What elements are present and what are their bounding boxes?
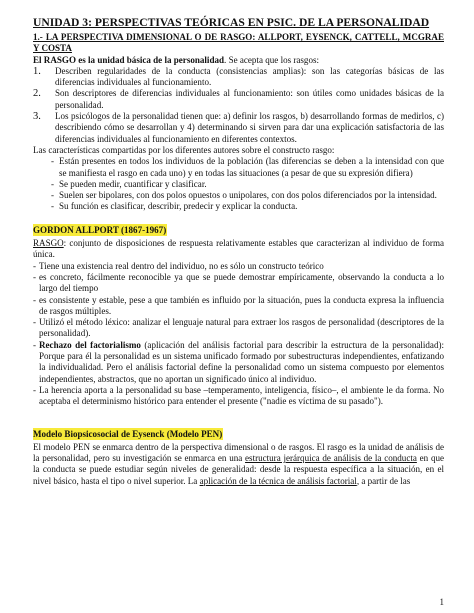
eysenck-heading: Modelo Biopsicosocial de Eysenck (Modelo PEN): [33, 428, 223, 439]
bullet-text: es consistente y estable, pese a que también es influido por la situación, pues la conducta expresa la influencia de rasgos múltiples.: [39, 294, 444, 316]
shared-intro: Las características compartidas por los diferentes autores sobre el constructo rasgo:: [33, 144, 335, 155]
allport-bullet: - Tiene una existencia real dentro del individuo, no es sólo un constructo teórico: [33, 260, 324, 271]
list-item: - Se pueden medir, cuantificar y clasificar.: [33, 179, 444, 190]
bullet-text: es concreto, fácilmente reconocible ya que se puede demostrar empíricamente, observando la conducta a lo largo del tiempo: [39, 271, 444, 294]
list-item-text: Se pueden medir, cuantificar y clasificar.: [59, 178, 207, 189]
rasgo-definition: [33, 238, 444, 261]
intro-paragraph: [33, 55, 444, 66]
underlined-term: estructura jerárquica de análisis de la conducta: [245, 453, 417, 464]
item-text: Los psicólogos de la personalidad tienen que: a) definir los rasgos, b) desarrollando formas de medirlos, c) describiendo cómo se desarrollan y 4) determinando si sirven para dar una explicación satisfactoria de las diferencias individuales al funcionamiento en diferentes contextos.: [55, 111, 444, 144]
item-number: 1.: [33, 65, 41, 77]
underlined-term: aplicación de la técnica de análisis factorial: [199, 475, 357, 486]
bullet-text: (aplicación del análisis factorial para describir la estructura de la personalidad): Porque para él la personalidad es un sistema unificado formado por subestructuras independientes, enfatizando la individualidad. Pero el análisis factorial define la personalidad como un sistema compuesto por elementos independientes, abstractos, que no aportan un significado único al individuo.: [39, 339, 444, 384]
numbered-item: [33, 66, 444, 89]
page-number: 1: [439, 597, 444, 607]
list-item: - Suelen ser bipolares, con dos polos opuestos o unipolares, con dos polos diferenciados por la intensidad.: [33, 190, 444, 201]
list-item-text: Su función es clasificar, describir, predecir y explicar la conducta.: [59, 201, 298, 212]
allport-heading: GORDON ALLPORT (1867-1967): [33, 224, 167, 235]
numbered-item: [33, 111, 444, 145]
list-item-text: Están presentes en todos los individuos de la población (las diferencias se deben a la intensidad con que se manifiesta el rasgo en cada uno) y en todas las situaciones (a pesar de que su expresión difiera): [59, 156, 444, 178]
section-heading: 1.- LA PERSPECTIVA DIMENSIONAL O DE RASGO: ALLPORT, EYSENCK, CATTELL, MCGRAE Y COSTA: [33, 32, 444, 54]
unit-heading: UNIDAD 3: PERSPECTIVAS TEÓRICAS EN PSIC. DE LA PERSONALIDAD: [33, 16, 430, 29]
eysenck-heading-line: [33, 429, 444, 440]
allport-bullet: - Utilizó el método léxico: analizar el lenguaje natural para extraer los rasgos de personalidad (descriptores de la personalidad).: [33, 317, 444, 339]
item-text: Son descriptores de diferencias individuales al funcionamiento: son útiles como unidades básicas de la personalidad.: [55, 88, 444, 110]
bullet-text: Tiene una existencia real dentro del individuo, no es sólo un constructo teórico: [39, 260, 324, 271]
intro-bold: El RASGO es la unidad básica de la personalidad: [33, 54, 225, 65]
list-item: - Están presentes en todos los individuos de la población (las diferencias se deben a la intensidad con que se manifiesta el rasgo en cada uno) y en todas las situaciones (a pesar de que su expresión difiera): [51, 156, 444, 178]
allport-bullet: - Rechazo del factorialismo (aplicación del análisis factorial para describir la estructura de la personalidad): Porque para él la personalidad es un sistema unificado formado por subestructuras independientes, enfatizando la individualidad. Pero el análisis factorial define la personalidad como un sistema compuesto por elementos independientes, abstractos, que no aportan un significado único al individuo.: [33, 339, 444, 384]
bullet-text: La herencia aporta a la personalidad su base –temperamento, inteligencia, físico–, el ambiente le da forma. No aceptaba el determinismo histórico para entender el presente ("nadie es víctima de su pasado").: [39, 384, 444, 407]
intro-rest: . Se acepta que los rasgos:: [224, 54, 320, 65]
allport-bullet: - es consistente y estable, pese a que también es influido por la situación, pues la conducta expresa la influencia de rasgos múltiples.: [33, 294, 444, 316]
list-item-text: Suelen ser bipolares, con dos polos opuestos o unipolares, con dos polos diferenciados por la intensidad.: [59, 190, 437, 201]
eysenck-paragraph: El modelo PEN se enmarca dentro de la perspectiva dimensional o de rasgos. El rasgo es la unidad de análisis de la personalidad, pero su investigación se enmarca en una estructura jerárquica de análisis de la conducta en que la conducta se puede estudiar según niveles de generalidad: desde la respuesta específica a la situación, en el nivel básico, hasta el tipo o nivel superior. La aplicación de la técnica de análisis factorial, a partir de las: [33, 441, 445, 486]
item-text: Describen regularidades de la conducta (consistencias amplias): son las categorías básicas de las diferencias individuales al funcionamiento.: [55, 65, 444, 88]
numbered-item: [33, 88, 444, 111]
bullet-text: Utilizó el método léxico: analizar el lenguaje natural para extraer los rasgos de personalidad (descriptores de la personalidad).: [39, 317, 444, 339]
bullet-bold: Rechazo del factorialismo: [39, 339, 141, 350]
allport-bullet: - es concreto, fácilmente reconocible ya que se puede demostrar empíricamente, observando la conducta a lo largo del tiempo: [33, 271, 444, 294]
rasgo-text: : conjunto de disposiciones de respuesta relativamente estables que caracterizan al individuo de forma única.: [33, 238, 444, 260]
allport-heading-line: [33, 225, 444, 236]
item-number: 3.: [33, 111, 41, 123]
item-number: 2.: [33, 88, 41, 100]
allport-bullet: - La herencia aporta a la personalidad su base –temperamento, inteligencia, físico–, el ambiente le da forma. No aceptaba el determinismo histórico para entender el presente ("nadie es víctima de su pasado").: [33, 384, 444, 407]
list-item: - Su función es clasificar, describir, predecir y explicar la conducta.: [33, 201, 444, 212]
rasgo-label: RASGO: [33, 238, 64, 249]
